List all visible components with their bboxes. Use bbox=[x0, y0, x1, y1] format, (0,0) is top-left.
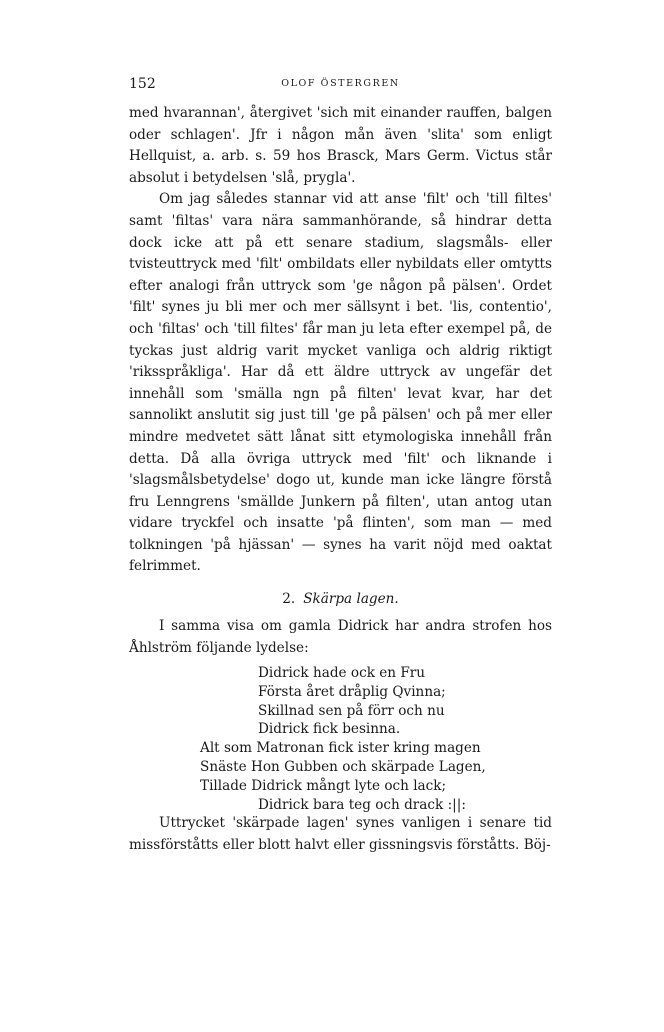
poem-line: Skillnad sen på förr och nu bbox=[258, 702, 445, 719]
paragraph: I samma visa om gamla Didrick har andra strofen hos Åhlström följande lydelse: bbox=[129, 618, 552, 656]
closing-text bbox=[129, 813, 552, 856]
section-heading bbox=[129, 591, 552, 607]
section-number: 2. bbox=[282, 591, 296, 607]
running-head: OLOF ÖSTERGREN bbox=[281, 78, 400, 89]
poem-line: Första året dråplig Qvinna; bbox=[258, 683, 446, 700]
page-header bbox=[129, 76, 552, 96]
poem-line: Snäste Hon Gubben och skärpade Lagen, bbox=[200, 758, 486, 775]
poem-line: Didrick fick besinna. bbox=[258, 721, 401, 738]
intro-text bbox=[129, 616, 552, 659]
section-title: Skärpa lagen. bbox=[303, 591, 399, 607]
poem-line: Tillade Didrick mångt lyte och lack; bbox=[200, 777, 447, 794]
poem-stanza bbox=[200, 664, 486, 814]
paragraph: Om jag således stannar vid att anse 'filt' och 'till filtes' samt 'filtas' vara nära sammanhörande, så hindrar detta dock icke att på ett senare stadium, slagsmåls- eller tvisteuttryck med 'filt' ombildats eller nybildats eller omtytts efter analogi från uttryck som 'ge någon på pälsen'. Ordet 'filt' synes ju bli mer och mer sällsynt i bet. 'lis, contentio', och 'filtas' och 'till filtes' får man ju leta efter exempel på, de tyckas just aldrig varit mycket vanliga och aldrig riktigt 'riksspråkliga'. Har då ett äldre uttryck av ungefär det innehåll som 'smälla ngn på filten' levat kvar, har det sannolikt anslutit sig just till 'ge på pälsen' och på mer eller mindre medvetet sätt lånat sitt etymologiska innehåll från detta. Då alla övriga uttryck med 'filt' och liknande i 'slagsmålsbetydelse' dogo ut, kunde man icke längre förstå fru Lenngrens 'smällde Junkern på filten', utan antog utan vidare tryckfel och insatte 'på flinten', som man — med tolkningen 'på hjässan' — synes ha varit nöjd med oaktat felrimmet. bbox=[129, 191, 552, 575]
poem-line: Alt som Matronan fick ister kring magen bbox=[200, 740, 481, 757]
poem-line: Didrick hade ock en Fru bbox=[258, 665, 426, 681]
poem-line: Didrick bara teg och drack :||: bbox=[258, 796, 466, 813]
body-text bbox=[129, 103, 552, 578]
paragraph: Uttrycket 'skärpade lagen' synes vanligen i senare tid missförståtts eller blott halvt eller gissningsvis förståtts. Böj- bbox=[129, 815, 552, 853]
page-number: 152 bbox=[129, 76, 156, 92]
paragraph-continuation: med hvarannan', återgivet 'sich mit einander rauffen, balgen oder schlagen'. Jfr i någon mån även 'slita' som enligt Hellquist, a. arb. s. 59 hos Brasck, Mars Germ. Victus står absolut i betydelsen 'slå, prygla'. bbox=[129, 105, 552, 186]
